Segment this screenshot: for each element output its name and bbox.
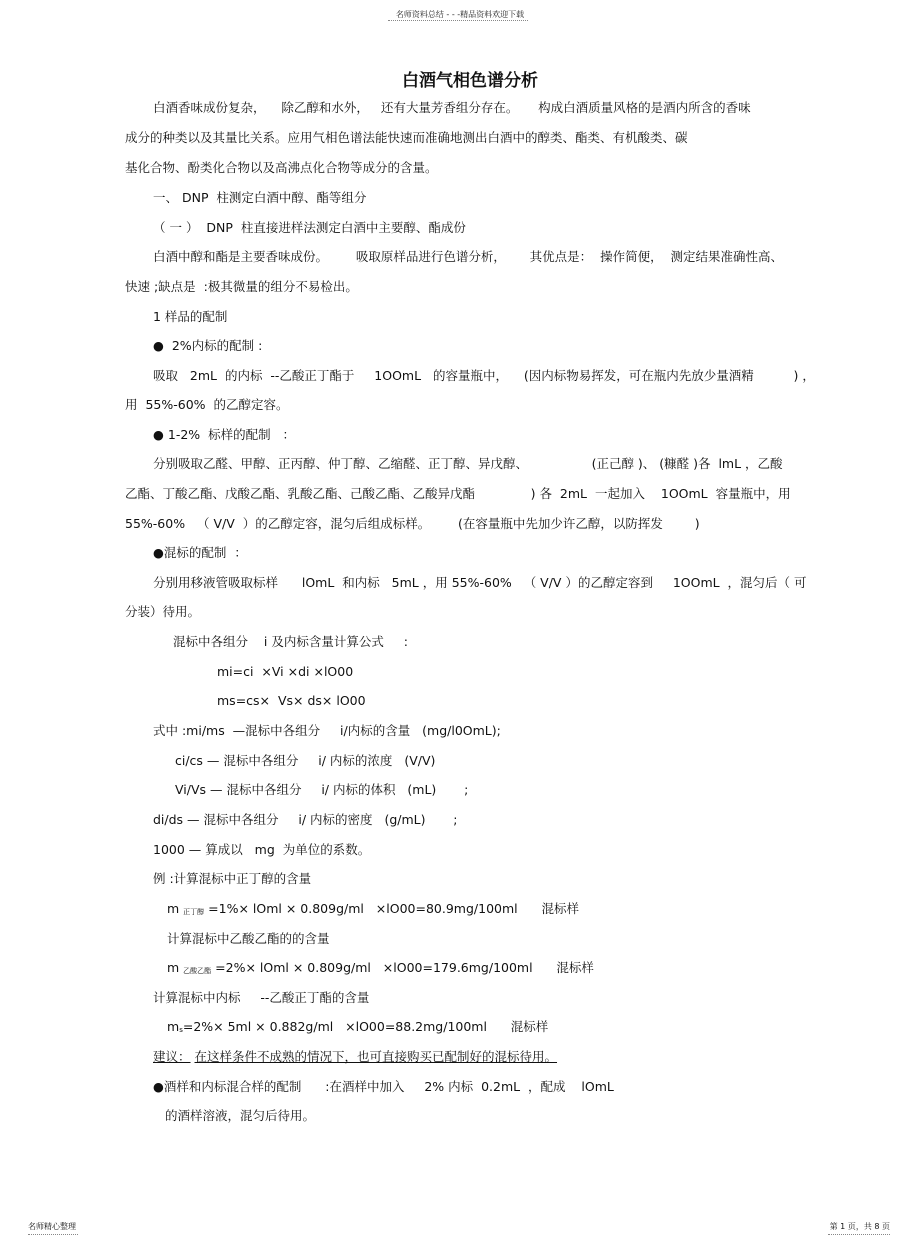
calc-expression: lOml × 0.809g/ml ×lO00=179.6mg/100ml 混标样 — [259, 960, 594, 975]
paragraph-line: 乙酯、丁酸乙酯、戊酸乙酯、乳酸乙酯、己酸乙酯、乙酸异戊酯 ) 各 2mL 一起加入 1OOmL 容量瓶中，用 — [125, 486, 791, 501]
paragraph-line: 白酒中醇和酯是主要香味成份。 吸取原样品进行色谱分析， 其优点是： 操作简便， 测定结果准确性高、 — [153, 249, 784, 264]
bullet-heading: ●混标的配制 ： — [153, 545, 247, 560]
calc-subscript: 正丁醇 — [183, 908, 205, 916]
subsection-heading: （ 一 ） DNP 柱直接进样法测定白酒中主要醇、酯成份 — [153, 220, 466, 235]
suggestion-label: 建议： — [153, 1049, 191, 1064]
calc-line — [167, 1019, 548, 1038]
paragraph-line: 用 55%-60% 的乙醇定容。 — [125, 397, 289, 412]
suggestion-line — [153, 1049, 557, 1065]
calc-line — [167, 901, 579, 920]
calc-symbol: m — [167, 901, 180, 916]
footer-divider — [28, 1234, 78, 1235]
calc-ratio: =2%× — [211, 960, 256, 975]
item-heading: 1 样品的配制 — [153, 309, 228, 324]
definition-line: 1000 — 算成以 mg 为单位的系数。 — [153, 842, 371, 857]
paragraph-line: 白酒香味成份复杂， 除乙醇和水外， 还有大量芳香组分存在。 构成白酒质量风格的是酒内所含的香味 — [153, 100, 751, 115]
header-divider — [388, 20, 528, 21]
paragraph-line: 吸取 2mL 的内标 --乙酸正丁酯于 1OOmL 的容量瓶中， (因内标物易挥发，可在瓶内先放少量酒精 ) ， — [153, 368, 815, 383]
calc-subscript: s — [179, 1026, 183, 1034]
calc-heading: 计算混标中内标 --乙酸正丁酯的含量 — [153, 990, 370, 1005]
formula-intro: 混标中各组分 i 及内标含量计算公式 : — [173, 634, 408, 649]
document-title: 白酒气相色谱分析 — [402, 71, 538, 91]
formula: mi=ci ×Vi ×di ×lO00 — [217, 664, 354, 679]
definition-line: ci/cs — 混标中各组分 i/ 内标的浓度 (V/V) — [175, 753, 436, 768]
definition-line: di/ds — 混标中各组分 i/ 内标的密度 (g/mL) ; — [153, 812, 458, 827]
paragraph-line: 快速 ;缺点是 :极其微量的组分不易检出。 — [125, 279, 358, 294]
paragraph-line: 成分的种类以及其量比关系。应用气相色谱法能快速而准确地测出白酒中的醇类、酯类、有机酸类、碳 — [125, 130, 688, 145]
bullet-heading: ● 2%内标的配制 : — [153, 338, 263, 353]
calc-subscript: 乙酸乙酯 — [183, 967, 212, 975]
calc-symbol: m — [167, 960, 180, 975]
formula: ms=cs× Vs× ds× lO00 — [217, 693, 366, 708]
paragraph-line: 的酒样溶液，混匀后待用。 — [165, 1108, 316, 1123]
bullet-heading: ●酒样和内标混合样的配制 :在酒样中加入 2% 内标 0.2mL ，配成 lOmL — [153, 1079, 614, 1094]
footer-page-number: 第 1 页，共 8 页 — [829, 1222, 890, 1231]
calc-symbol: m — [167, 1019, 180, 1034]
example-heading: 例 :计算混标中正丁醇的含量 — [153, 871, 312, 886]
definition-line: Vi/Vs — 混标中各组分 i/ 内标的体积 (mL) ; — [175, 782, 469, 797]
section-heading: 一、 DNP 柱测定白酒中醇、酯等组分 — [153, 190, 367, 205]
calc-expression: 5ml × 0.882g/ml ×lO00=88.2mg/100ml 混标样 — [227, 1019, 549, 1034]
footer-left: 名师精心整理 — [28, 1222, 76, 1231]
paragraph-line: 55%-60% （ V/V ）的乙醇定容，混匀后组成标样。 (在容量瓶中先加少许乙醇，以防挥发 ) — [125, 516, 700, 531]
suggestion-text: 在这样条件不成熟的情况下，也可直接购买已配制好的混标待用。 — [194, 1049, 558, 1064]
page-header: 名师资料总结 - - -精品资料欢迎下载 — [395, 10, 525, 19]
paragraph-line: 基化合物、酚类化合物以及高沸点化合物等成分的含量。 — [125, 160, 438, 175]
bullet-heading: ● 1-2% 标样的配制 ： — [153, 427, 296, 442]
paragraph-line: 分别吸取乙醛、甲醇、正丙醇、仲丁醇、乙缩醛、正丁醇、异戊醇、 (正己醇 )、 (糠醛 )各 lmL ，乙酸 — [153, 456, 783, 471]
calc-line — [167, 960, 594, 979]
calc-heading: 计算混标中乙酸乙酯的的含量 — [167, 931, 330, 946]
definition-line: 式中 :mi/ms —混标中各组分 i/内标的含量 (mg/l0OmL); — [153, 723, 501, 738]
calc-expression: lOml × 0.809g/ml ×lO00=80.9mg/100ml 混标样 — [252, 901, 579, 916]
footer-divider — [828, 1234, 890, 1235]
calc-ratio: =2%× — [182, 1019, 224, 1034]
calc-ratio: =1%× — [204, 901, 249, 916]
paragraph-line: 分装）待用。 — [125, 604, 201, 619]
paragraph-line: 分别用移液管吸取标样 lOmL 和内标 5mL ，用 55%-60% （ V/V ）的乙醇定容到 1OOmL ，混匀后（ 可 — [153, 575, 807, 590]
